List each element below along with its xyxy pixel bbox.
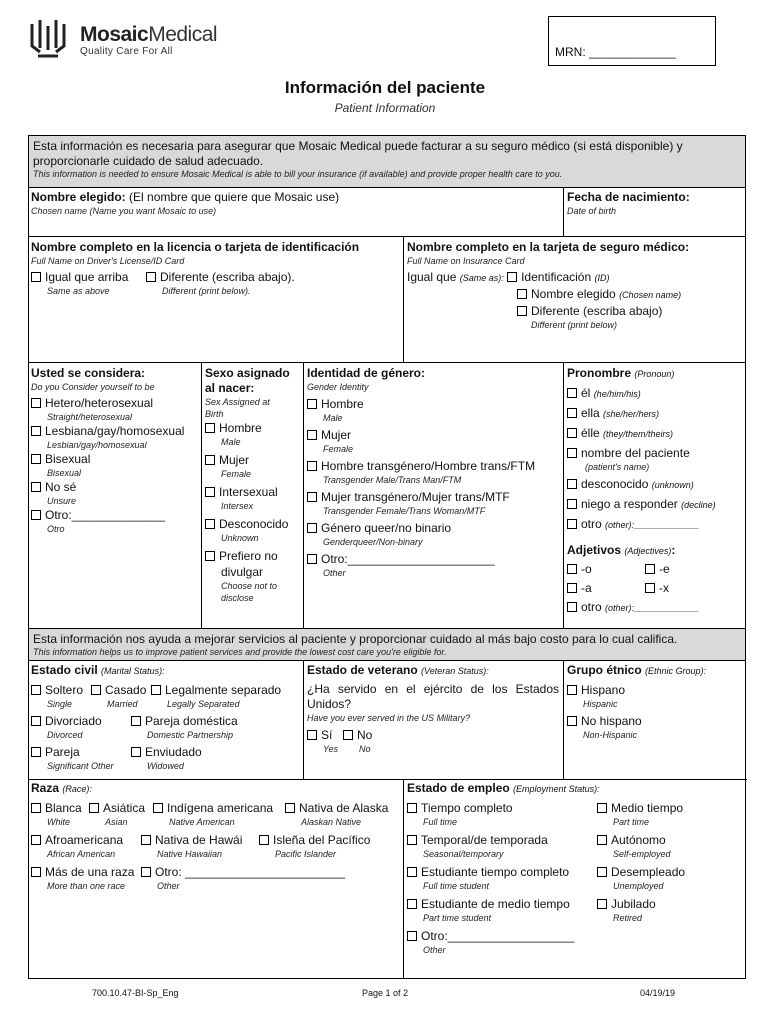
dob-field[interactable]: Fecha de nacimiento: Date of birth	[567, 190, 690, 216]
orientation-option[interactable]: No sé	[31, 479, 199, 495]
gender-option[interactable]: Mujer transgénero/Mujer trans/MTF	[307, 489, 561, 505]
employment-retired-checkbox[interactable]: Jubilado	[597, 896, 656, 912]
intro-text-es: Esta información es necesaria para asegurar que Mosaic Medical puede facturar a su seguro médico (si está disponible) y proporcionarle cuidado de salud adecuado.	[33, 139, 683, 168]
race-native-american-checkbox[interactable]: Indígena americana	[153, 800, 285, 816]
sex-option[interactable]: Hombre	[205, 420, 301, 436]
gender-option[interactable]: Hombre transgénero/Hombre trans/FTM	[307, 458, 561, 474]
services-text-en: This information helps us to improve patient services and provide the lowest cost care you're eligible for.	[33, 647, 447, 657]
sex-option[interactable]: Prefiero no	[205, 548, 301, 564]
gender-option[interactable]: Mujer	[307, 427, 561, 443]
pronoun-option[interactable]: otro (other):_____________	[567, 516, 745, 533]
insurance-id-checkbox[interactable]: Identificación (ID)	[507, 270, 609, 284]
adjective-option[interactable]: -a	[567, 580, 645, 596]
veteran-yes-checkbox[interactable]: Sí	[307, 727, 343, 743]
license-name-field[interactable]: Nombre completo en la licencia o tarjeta de identificación Full Name on Driver's License/ID Card Igual que arriba Same as above Diferente (escriba abajo). Different (print below).	[31, 240, 360, 296]
race-hawaiian-checkbox[interactable]: Nativa de Hawái	[141, 832, 259, 848]
logo-tagline: Quality Care For All	[80, 46, 173, 57]
insurance-different-checkbox[interactable]: Diferente (escriba abajo)	[407, 303, 745, 319]
employment-self-employed-checkbox[interactable]: Autónomo	[597, 832, 671, 848]
sex-option[interactable]: Desconocido	[205, 516, 301, 532]
veteran-section: Estado de veterano (Veteran Status): ¿Ha servido en el ejército de los Estados Unidos? Have you ever served in the US Military? Sí Yes No No	[307, 663, 559, 754]
patient-form	[28, 135, 746, 979]
orientation-option[interactable]: Lesbiana/gay/homosexual	[31, 423, 199, 439]
race-multiple-checkbox[interactable]: Más de una raza	[31, 864, 141, 880]
adjective-option[interactable]: -e	[645, 561, 670, 577]
sex-option[interactable]: Intersexual	[205, 484, 301, 500]
license-different-checkbox[interactable]: Diferente (escriba abajo).	[146, 269, 295, 285]
employment-unemployed-checkbox[interactable]: Desempleado	[597, 864, 685, 880]
race-alaskan-checkbox[interactable]: Nativa de Alaska	[285, 800, 388, 816]
employment-student-part-checkbox[interactable]: Estudiante de medio tiempo	[407, 896, 597, 912]
orientation-option[interactable]: Otro:______________	[31, 507, 199, 523]
marital-single-checkbox[interactable]: Soltero	[31, 682, 91, 698]
pronoun-option[interactable]: él (he/him/his)	[567, 385, 745, 402]
race-pacific-islander-checkbox[interactable]: Isleña del Pacífico	[259, 832, 370, 848]
race-african-american-checkbox[interactable]: Afroamericana	[31, 832, 141, 848]
gender-option[interactable]: Otro:______________________	[307, 551, 561, 567]
intro-text-en: This information is needed to ensure Mosaic Medical is able to bill your insurance (if available) and provide proper health care to you.	[33, 169, 563, 179]
insurance-chosen-checkbox[interactable]: Nombre elegido (Chosen name)	[407, 286, 745, 303]
pronoun-option[interactable]: ella (she/her/hers)	[567, 405, 745, 422]
marital-separated-checkbox[interactable]: Legalmente separado	[151, 682, 281, 698]
pronoun-option[interactable]: niego a responder (decline)	[567, 496, 745, 513]
sex-section: Sexo asignado al nacer: Sex Assigned at Birth Hombre Male Mujer Female Intersexual Intersex Desconocido Unknown Prefiero no divulgar Choose not to disclose	[205, 366, 301, 604]
license-same-checkbox[interactable]: Igual que arriba	[31, 269, 146, 285]
intro-band	[29, 136, 745, 188]
race-asian-checkbox[interactable]: Asiática	[89, 800, 153, 816]
mrn-label: MRN: _____________	[555, 45, 676, 59]
race-section: Raza (Race): Blanca White Asiática Asian Indígena americana Native American Nativa de Alaska Alaskan Native Afroamericana African American Nativa de Hawái Native Hawaiian Isleña del Pacífico Pacific Islander Más de una raza More than one race Otro: ________________________ Other	[31, 781, 389, 891]
sex-option[interactable]: Mujer	[205, 452, 301, 468]
gender-option[interactable]: Hombre	[307, 396, 561, 412]
footer-date: 04/19/19	[640, 988, 676, 998]
services-band	[29, 628, 745, 661]
page-title: Información del paciente	[284, 78, 486, 97]
ethnic-hispanic-checkbox[interactable]: Hispano	[567, 682, 745, 698]
mrn-box[interactable]	[548, 16, 716, 66]
logo	[28, 14, 228, 64]
footer-page-number: Page 1 of 2	[362, 988, 409, 998]
marital-significant-other-checkbox[interactable]: Pareja	[31, 744, 131, 760]
marital-partner-checkbox[interactable]: Pareja doméstica	[131, 713, 238, 729]
insurance-name-field[interactable]: Nombre completo en la tarjeta de seguro médico: Full Name on Insurance Card Igual que (Same as): Identificación (ID) Nombre elegido (Chosen name) Diferente (escriba abajo) Different (print below)	[407, 240, 745, 331]
footer-form-code: 700.10.47-BI-Sp_Eng	[92, 988, 179, 998]
gender-section: Identidad de género: Gender Identity Hombre Male Mujer Female Hombre transgénero/Hombre trans/FTM Transgender Male/Trans Man/FTM Mujer transgénero/Mujer trans/MTF Transgender Female/Trans Woman/MTF Género queer/no binario Genderqueer/Non-binary Otro:______________________ Other	[307, 366, 561, 579]
orientation-option[interactable]: Bisexual	[31, 451, 199, 467]
veteran-no-checkbox[interactable]: No	[343, 727, 372, 743]
employment-seasonal-checkbox[interactable]: Temporal/de temporada	[407, 832, 597, 848]
employment-section: Estado de empleo (Employment Status): Tiempo completo Full time Medio tiempo Part time Temporal/de temporada Seasonal/temporary Autónomo Self-employed Estudiante tiempo completo Full time student Desempleado Unemployed Estudiante de medio tiempo Part time student Jubilado Retired Otro:___________________ Other	[407, 781, 745, 956]
page-subtitle: Patient Information	[334, 101, 436, 115]
pronoun-option[interactable]: nombre del paciente	[567, 445, 745, 461]
marital-divorced-checkbox[interactable]: Divorciado	[31, 713, 131, 729]
pronoun-option[interactable]: élle (they/them/theirs)	[567, 425, 745, 442]
employment-part-time-checkbox[interactable]: Medio tiempo	[597, 800, 683, 816]
orientation-option[interactable]: Hetero/heterosexual	[31, 395, 199, 411]
race-white-checkbox[interactable]: Blanca	[31, 800, 89, 816]
race-other-checkbox[interactable]: Otro: ________________________	[141, 864, 345, 880]
orientation-section: Usted se considera: Do you Consider yourself to be Hetero/heterosexual Straight/heterosexual Lesbiana/gay/homosexual Lesbian/gay/homosexual Bisexual Bisexual No sé Unsure Otro:______________ Otro	[31, 366, 199, 535]
chosen-name-field[interactable]: Nombre elegido: (El nombre que quiere que Mosaic use) Chosen name (Name you want Mosaic to use)	[31, 190, 340, 216]
marital-widowed-checkbox[interactable]: Enviudado	[131, 744, 202, 760]
employment-full-time-checkbox[interactable]: Tiempo completo	[407, 800, 597, 816]
logo-wordmark: MosaicMedical	[80, 23, 218, 46]
adjective-option[interactable]: -x	[645, 580, 669, 596]
marital-married-checkbox[interactable]: Casado	[91, 682, 151, 698]
employment-other-checkbox[interactable]: Otro:___________________	[407, 928, 745, 944]
employment-student-full-checkbox[interactable]: Estudiante tiempo completo	[407, 864, 597, 880]
services-text-es: Esta información nos ayuda a mejorar servicios al paciente y proporcionar cuidado al más bajo costo para lo cual califica.	[33, 632, 678, 646]
marital-section: Estado civil (Marital Status): Soltero Single Casado Married Legalmente separado Legally Separated Divorciado Divorced Pareja doméstica Domestic Partnership Pareja Significant Other Enviudado Widowed	[31, 663, 282, 771]
ethnic-section: Grupo étnico (Ethnic Group): Hispano Hispanic No hispano Non-Hispanic	[567, 663, 745, 741]
pronoun-option[interactable]: desconocido (unknown)	[567, 476, 745, 493]
mosaic-logo-icon	[28, 16, 74, 60]
gender-option[interactable]: Género queer/no binario	[307, 520, 561, 536]
adjective-option[interactable]: -o	[567, 561, 645, 577]
pronoun-section: Pronombre (Pronoun) él (he/him/his) ella (she/her/hers) élle (they/them/theirs) nombre del paciente (patient's name) desconocido (unknown) niego a responder (decline) otro (other):_____________ Adjetivos (Adjectives): -o -e -a -x otro (other):_____________	[567, 366, 745, 616]
ethnic-non-hispanic-checkbox[interactable]: No hispano	[567, 713, 745, 729]
adjective-other-option[interactable]: otro (other):_____________	[567, 599, 745, 616]
